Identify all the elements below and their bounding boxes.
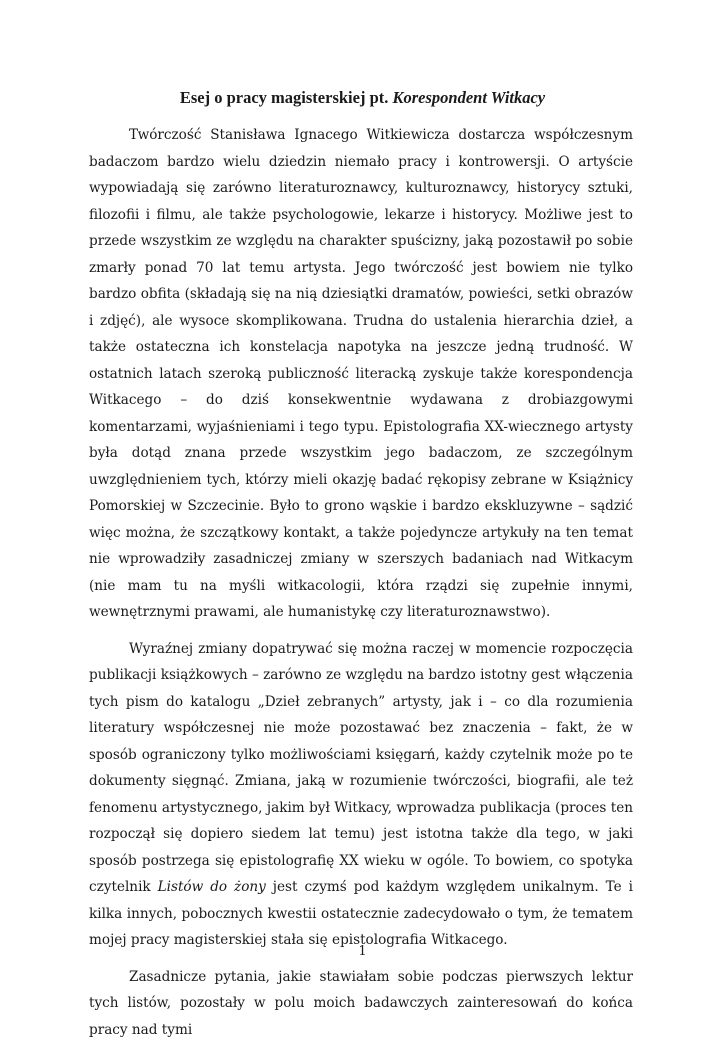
paragraph-text: Twórczość Stanisława Ignacego Witkiewicza dostarcza współczesnym badaczom bardzo wielu dziedzin niemało pracy i kontrowersji. O artyście wypowiadają się zarówno literaturoznawcy, kulturoznawcy, historycy sztuki, filozofii i filmu, ale także psychologowie, lekarze i historycy. Możliwe jest to przede wszystkim ze względu na charakter spuścizny, jaką pozostawił po sobie zmarły ponad 70 lat temu artysta. Jego twórczość jest bowiem nie tylko bardzo obfita (składają się na nią dziesiątki dramatów, powieści, setki obrazów i zdjęć), ale wysoce skomplikowana. Trudna do ustalenia hierarchia dzieł, a także ostateczna ich konstelacja napotyka na jeszcze jedną trudność. W ostatnich latach szeroką publiczność literacką zyskuje także korespondencja Witkacego – do dziś konsekwentnie wydawana z drobiazgowymi komentarzami, wyjaśnieniami i tego typu. Epistolografia XX-wiecznego artysty była dotąd znana przede wszystkim jego badaczom, ze szczególnym uwzględnieniem tych, którzy mieli okazję badać rękopisy zebrane w Książnicy Pomorskiej w Szczecinie. Było to grono wąskie i bardzo ekskluzywne – sądzić więc można, że szczątkowy kontakt, a także pojedyncze artykuły na ten temat nie wprowadziły zasadniczej zmiany w szerszych badaniach nad Witkacym (nie mam tu na myśli witkacologii, która rządzi się zupełnie innymi, wewnętrznymi prawami, ale humanistykę czy literaturoznawstwo). xyxy=(89,127,633,620)
essay-body xyxy=(89,122,633,1053)
paragraph-text: Zasadnicze pytania, jakie stawiałam sobie podczas pierwszych lektur tych listów, pozostały w polu moich badawczych zainteresowań do końca pracy nad tymi xyxy=(89,968,633,1038)
paragraph xyxy=(89,964,633,1044)
paragraph-text: Wyraźnej zmiany dopatrywać się można raczej w momencie rozpoczęcia publikacji książkowych – zarówno ze względu na bardzo istotny gest włączenia tych pism do katalogu „Dzieł zebranych” artysty, jak i – co dla rozumienia literatury współczesnej nie może pozostawać bez znaczenia – fakt, że w sposób ograniczony tylko możliwościami księgarń, każdy czytelnik może po te dokumenty sięgnąć. Zmiana, jaką w rozumienie twórczości, biografii, ale też fenomenu artystycznego, jakim był Witkacy, wprowadza publikacja (proces ten rozpoczął się dopiero siedem lat temu) jest istotna także dla tego, w jaki sposób postrzega się epistolografię XX wieku w ogóle. To bowiem, co spotyka czytelnik xyxy=(89,640,633,895)
paragraph xyxy=(89,122,633,626)
page-number: 1 xyxy=(358,944,367,959)
italic-text: Listów do żony xyxy=(157,879,266,895)
essay-title-italic: Korespondent Witkacy xyxy=(392,88,546,107)
paragraph-text: jest czymś pod każdym względem unikalnym. Te i kilka innych, pobocznych kwestii ostatecznie zadecydowało o tym, że tematem mojej pracy magisterskiej stała się epistolografia Witkacego. xyxy=(89,879,633,948)
essay-title xyxy=(0,88,725,108)
paragraph xyxy=(89,636,633,954)
essay-title-plain: Esej o pracy magisterskiej pt. xyxy=(179,88,393,107)
